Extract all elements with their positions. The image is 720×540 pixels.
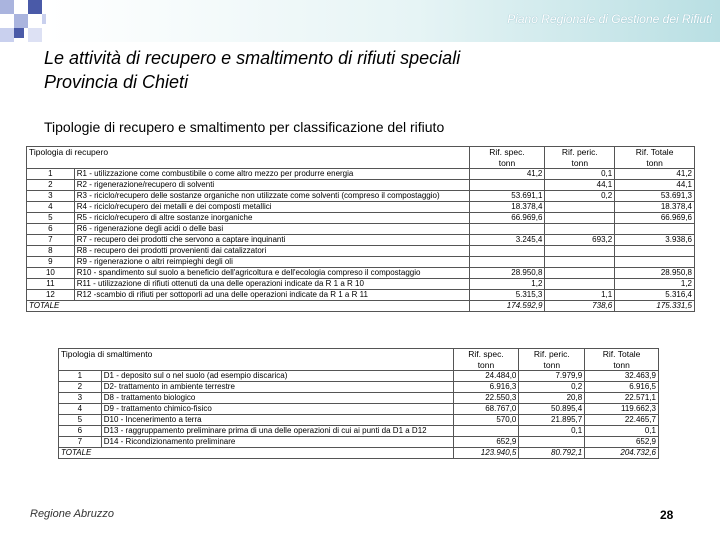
header-text: Piano Regionale di Gestione dei Rifiuti [507,12,712,26]
header-rif-spec: Rif. spec. tonn [453,349,519,371]
header-rif-totale: Rif. Totale tonn [615,147,695,169]
cell-rif-spec: 68.767,0 [453,404,519,415]
total-rif-totale: 204.732,6 [585,448,659,459]
row-index: 1 [59,371,102,382]
row-index: 3 [59,393,102,404]
cell-rif-peric: 693,2 [545,235,615,246]
cell-rif-totale: 22.571,1 [585,393,659,404]
cell-rif-spec [453,426,519,437]
cell-rif-peric: 20,8 [519,393,585,404]
page-number: 28 [660,508,674,522]
cell-rif-totale [615,246,695,257]
cell-rif-totale: 1,2 [615,279,695,290]
table-row [59,437,659,448]
table-row [59,404,659,415]
table-row [59,415,659,426]
cell-rif-peric: 0,2 [519,382,585,393]
row-index: 1 [27,169,75,180]
cell-rif-peric: 0,2 [545,191,615,202]
table-row [59,393,659,404]
header-band [46,0,720,42]
table-row [27,246,695,257]
row-index: 6 [27,224,75,235]
table-row [59,371,659,382]
cell-rif-peric [545,268,615,279]
table-row [27,224,695,235]
row-description: D2- trattamento in ambiente terrestre [101,382,453,393]
cell-rif-spec: 53.691,1 [469,191,545,202]
row-index: 2 [27,180,75,191]
smaltimento-table [58,348,659,459]
total-rif-totale: 175.331,5 [615,301,695,312]
cell-rif-spec: 18.378,4 [469,202,545,213]
row-description: R5 - riciclo/recupero di altre sostanze inorganiche [74,213,469,224]
cell-rif-totale: 0,1 [585,426,659,437]
row-description: R3 - riciclo/recupero delle sostanze organiche non utilizzate come solventi (compreso il compostaggio) [74,191,469,202]
table-row [27,257,695,268]
cell-rif-peric: 44,1 [545,180,615,191]
row-description: R6 - rigenerazione degli acidi o delle basi [74,224,469,235]
cell-rif-totale: 22.465,7 [585,415,659,426]
cell-rif-totale: 18.378,4 [615,202,695,213]
row-index: 9 [27,257,75,268]
cell-rif-peric [519,437,585,448]
cell-rif-peric [545,279,615,290]
cell-rif-peric [545,213,615,224]
cell-rif-totale: 5.316,4 [615,290,695,301]
row-description: D10 - Incenerimento a terra [101,415,453,426]
total-rif-spec: 123.940,5 [453,448,519,459]
page-title: Le attività di recupero e smaltimento di rifiuti speciali [44,48,461,68]
cell-rif-peric: 50.895,4 [519,404,585,415]
footer-region: Regione Abruzzo [30,508,114,520]
cell-rif-totale: 53.691,3 [615,191,695,202]
row-index: 5 [27,213,75,224]
row-description: R10 - spandimento sul suolo a beneficio dell'agricoltura e dell'ecologia compreso il compostaggio [74,268,469,279]
header-row [59,349,659,371]
table-row [27,268,695,279]
total-label: TOTALE [27,301,470,312]
cell-rif-totale: 6.916,5 [585,382,659,393]
cell-rif-spec: 570,0 [453,415,519,426]
total-label: TOTALE [59,448,454,459]
cell-rif-totale [615,257,695,268]
row-description: R7 - recupero dei prodotti che servono a captare inquinanti [74,235,469,246]
row-index: 7 [27,235,75,246]
table-row [27,213,695,224]
row-index: 7 [59,437,102,448]
cell-rif-totale: 28.950,8 [615,268,695,279]
cell-rif-spec: 1,2 [469,279,545,290]
table-row [27,290,695,301]
table-row [27,191,695,202]
cell-rif-peric: 7.979,9 [519,371,585,382]
header-rif-peric: Rif. peric. tonn [545,147,615,169]
cell-rif-spec: 66.969,6 [469,213,545,224]
table-row [27,202,695,213]
table-row [27,180,695,191]
total-rif-spec: 174.592,9 [469,301,545,312]
row-index: 4 [27,202,75,213]
cell-rif-spec: 24.484,0 [453,371,519,382]
table-row [27,279,695,290]
table-row [27,169,695,180]
section-subtitle: Tipologie di recupero e smaltimento per classificazione del rifiuto [44,119,445,135]
cell-rif-spec: 22.550,3 [453,393,519,404]
row-description: D13 - raggruppamento preliminare prima di una delle operazioni di cui ai punti da D1 a D12 [101,426,453,437]
cell-rif-totale: 32.463,9 [585,371,659,382]
cell-rif-spec: 5.315,3 [469,290,545,301]
cell-rif-peric [545,257,615,268]
row-description: R12 -scambio di rifiuti per sottoporli ad una delle operazioni indicate da R 1 a R 11 [74,290,469,301]
cell-rif-spec [469,180,545,191]
cell-rif-spec: 6.916,3 [453,382,519,393]
row-index: 2 [59,382,102,393]
cell-rif-spec: 28.950,8 [469,268,545,279]
cell-rif-spec: 652,9 [453,437,519,448]
header-rif-totale: Rif. Totale tonn [585,349,659,371]
cell-rif-totale: 66.969,6 [615,213,695,224]
row-description: D8 - trattamento biologico [101,393,453,404]
cell-rif-totale: 41,2 [615,169,695,180]
row-index: 10 [27,268,75,279]
cell-rif-peric [545,202,615,213]
row-description: D9 - trattamento chimico-fisico [101,404,453,415]
row-index: 11 [27,279,75,290]
row-index: 8 [27,246,75,257]
row-description: R11 - utilizzazione di rifiuti ottenuti da una delle operazioni indicate da R 1 a R 10 [74,279,469,290]
cell-rif-totale: 3.938,6 [615,235,695,246]
cell-rif-peric: 0,1 [545,169,615,180]
cell-rif-totale: 652,9 [585,437,659,448]
header-rif-peric: Rif. peric. tonn [519,349,585,371]
row-description: R2 - rigenerazione/recupero di solventi [74,180,469,191]
header-rif-spec: Rif. spec. tonn [469,147,545,169]
row-index: 3 [27,191,75,202]
row-description: R4 - riciclo/recupero dei metalli e dei composti metallici [74,202,469,213]
cell-rif-spec [469,224,545,235]
total-rif-peric: 80.792,1 [519,448,585,459]
row-description: D1 - deposito sul o nel suolo (ad esempio discarica) [101,371,453,382]
total-rif-peric: 738,6 [545,301,615,312]
cell-rif-totale: 44,1 [615,180,695,191]
table-row [59,382,659,393]
row-index: 6 [59,426,102,437]
total-row [27,301,695,312]
row-description: R9 - rigenerazione o altri reimpieghi degli oli [74,257,469,268]
table-row [27,235,695,246]
row-index: 4 [59,404,102,415]
cell-rif-spec [469,246,545,257]
cell-rif-totale [615,224,695,235]
cell-rif-spec: 3.245,4 [469,235,545,246]
row-index: 5 [59,415,102,426]
cell-rif-totale: 119.662,3 [585,404,659,415]
cell-rif-spec [469,257,545,268]
recupero-table [26,146,695,312]
cell-rif-peric: 0,1 [519,426,585,437]
row-description: R1 - utilizzazione come combustibile o come altro mezzo per produrre energia [74,169,469,180]
row-description: R8 - recupero dei prodotti provenienti dai catalizzatori [74,246,469,257]
total-row [59,448,659,459]
row-index: 12 [27,290,75,301]
cell-rif-peric: 21.895,7 [519,415,585,426]
header-tipologia: Tipologia di smaltimento [59,349,454,371]
header-tipologia: Tipologia di recupero [27,147,470,169]
table-row [59,426,659,437]
header-row [27,147,695,169]
cell-rif-spec: 41,2 [469,169,545,180]
row-description: D14 - Ricondizionamento preliminare [101,437,453,448]
cell-rif-peric [545,224,615,235]
cell-rif-peric: 1,1 [545,290,615,301]
page-subtitle-province: Provincia di Chieti [44,72,189,92]
cell-rif-peric [545,246,615,257]
